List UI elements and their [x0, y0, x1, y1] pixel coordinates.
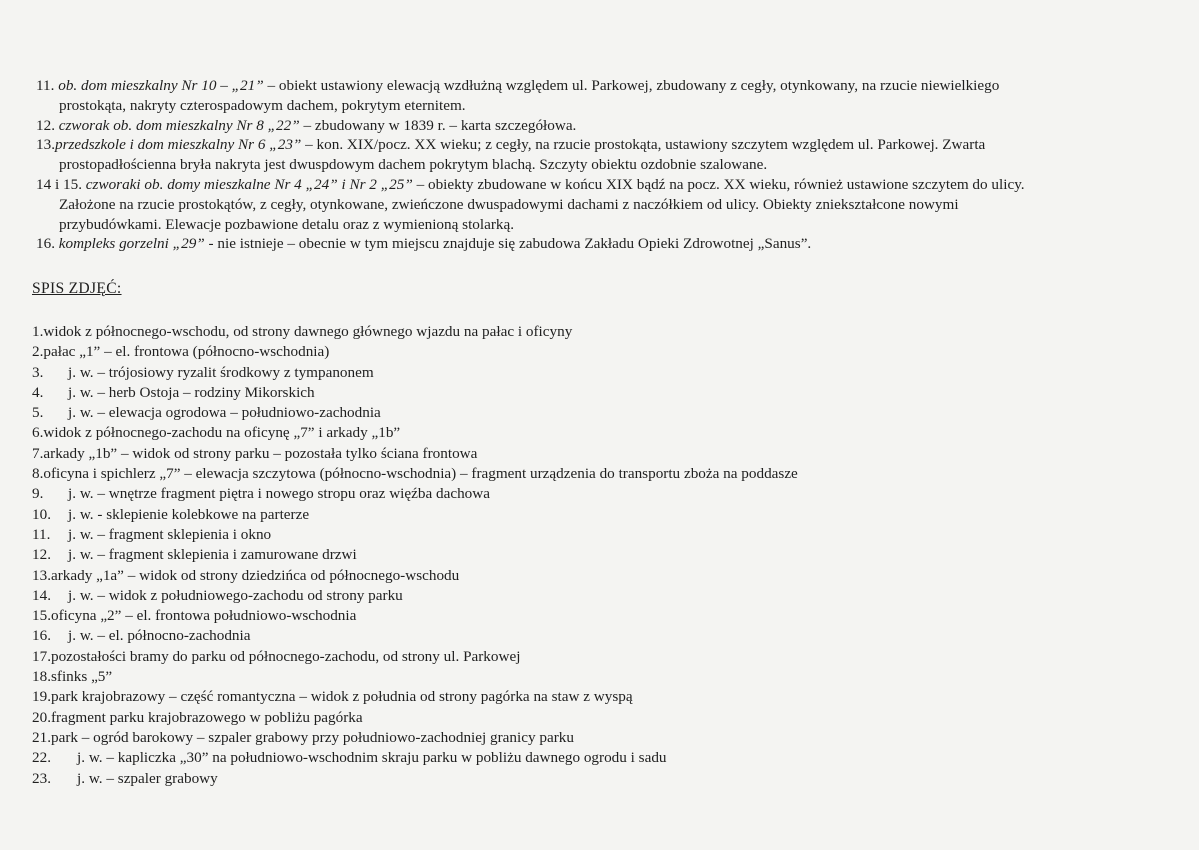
building-entries: [36, 76, 1164, 254]
photo-description: pałac „1” – el. frontowa (północno-wschodnia): [43, 343, 330, 361]
photo-list-item: [32, 342, 1162, 362]
photo-description: park krajobrazowy – część romantyczna – widok z południa od strony pagórka na staw z wyspą: [50, 688, 633, 706]
entry-16: [36, 234, 1164, 254]
photo-list-item: [32, 606, 1162, 626]
photo-description: j. w. – trójosiowy ryzalit środkowy z tympanonem: [68, 363, 374, 381]
photo-list: [32, 322, 1162, 789]
photo-list-item: [32, 484, 1162, 504]
photo-list-item: [32, 586, 1162, 606]
photo-list-item: [32, 505, 1162, 525]
photo-list-item: [32, 687, 1162, 707]
photo-description: j. w. – herb Ostoja – rodziny Mikorskich: [68, 383, 315, 401]
photo-list-item: [32, 708, 1162, 728]
entry-title: czworaki ob. domy mieszkalne Nr 4 „24” i Nr 2 „25”: [85, 175, 413, 193]
photo-number: 22.: [32, 749, 51, 767]
photo-list-item: [32, 566, 1162, 586]
entry-number: 11.: [36, 77, 55, 94]
photo-number: 18.: [32, 668, 51, 686]
photo-list-item: [32, 769, 1162, 789]
photo-number: 7.: [32, 444, 44, 462]
photo-description: sfinks „5”: [50, 668, 113, 686]
photo-list-item: [32, 464, 1162, 484]
photo-list-item: [32, 363, 1162, 383]
entry-12: [36, 116, 1164, 136]
photo-description: j. w. – widok z południowego-zachodu od strony parku: [68, 586, 403, 604]
photo-description: arkady „1b” – widok od strony parku – pozostała tylko ściana frontowa: [43, 444, 478, 462]
photo-list-item: [32, 667, 1162, 687]
entry-title: czworak ob. dom mieszkalny Nr 8 „22” –: [58, 116, 312, 134]
photo-number: 12.: [32, 546, 51, 564]
entry-number: 16.: [36, 235, 55, 253]
entry-text: kon. XIX/pocz. XX wieku; z cegły, na rzucie prostokąta, ustawiony szczytem względem ul. Parkowej. Zwarta: [312, 136, 986, 154]
photo-number: 17.: [32, 647, 51, 665]
entry-title: ob. dom mieszkalny Nr 10 – „21” –: [58, 77, 276, 94]
photo-list-item: [32, 626, 1162, 646]
photo-description: oficyna „2” – el. frontowa południowo-wschodnia: [50, 607, 357, 625]
entry-title: kompleks gorzelni „29”: [58, 235, 205, 253]
photo-description: oficyna i spichlerz „7” – elewacja szczytowa (północno-wschodnia) – fragment urządzenia do transportu zboża na poddasze: [43, 465, 798, 483]
photo-number: 11.: [32, 525, 51, 543]
photo-description: j. w. – fragment sklepienia i zamurowane drzwi: [68, 546, 357, 564]
photo-number: 23.: [32, 769, 51, 787]
entry-number: 13.: [36, 136, 55, 154]
entry-text-continued: prostokąta, nakryty czterospadowym dachem, pokrytym eternitem.: [59, 96, 466, 114]
entry-text: – obiekty zbudowane w końcu XIX bądź na pocz. XX wieku, również ustawione szczytem do ulicy.: [412, 175, 1025, 193]
photo-number: 16.: [32, 627, 51, 645]
photo-list-item: [32, 728, 1162, 748]
photo-number: 20.: [32, 708, 51, 726]
entry-text-continued: przybudówkami. Elewacje pozbawione detalu oraz z wymienioną stolarką.: [59, 215, 515, 233]
entry-11: [36, 76, 1164, 116]
photo-number: 14.: [32, 586, 51, 604]
photo-list-item: [32, 423, 1162, 443]
photo-description: fragment parku krajobrazowego w pobliżu pagórka: [50, 708, 363, 726]
entry-text-continued: Założone na rzucie prostokątów, z cegły, otynkowane, zwieńczone dwuspadowymi dachami z naczółkiem od ulicy. Obiekty zniekształcone nowymi: [59, 195, 959, 213]
photo-description: j. w. - sklepienie kolebkowe na parterze: [68, 505, 310, 523]
photo-list-item: [32, 444, 1162, 464]
entry-title: przedszkole i dom mieszkalny Nr 6 „23” –: [54, 136, 313, 154]
photo-description: widok z północnego-wschodu, od strony dawnego głównego wjazdu na pałac i oficyny: [43, 323, 573, 340]
photo-number: 3.: [32, 363, 44, 381]
photo-number: 9.: [32, 485, 44, 503]
photo-description: j. w. – kapliczka „30” na południowo-wschodnim skraju parku w pobliżu dawnego ogrodu i sadu: [77, 749, 667, 767]
photo-description: j. w. – fragment sklepienia i okno: [68, 525, 272, 543]
photo-list-item: [32, 748, 1162, 768]
photo-number: 1.: [32, 323, 44, 340]
photo-list-item: [32, 383, 1162, 403]
photo-description: j. w. – wnętrze fragment piętra i nowego stropu oraz więźba dachowa: [68, 485, 490, 503]
photo-description: pozostałości bramy do parku od północnego-zachodu, od strony ul. Parkowej: [50, 647, 521, 665]
photo-list-item: [32, 403, 1162, 423]
photo-number: 4.: [32, 383, 44, 401]
entry-text: obiekt ustawiony elewacją wzdłużną względem ul. Parkowej, zbudowany z cegły, otynkowany, na rzucie niewielkiego: [275, 77, 1000, 94]
entry-text: - nie istnieje – obecnie w tym miejscu znajduje się zabudowa Zakładu Opieki Zdrowotnej „Sanus”.: [204, 235, 812, 253]
photo-list-heading: SPIS ZDJĘĆ:: [32, 280, 122, 297]
photo-number: 2.: [32, 343, 44, 361]
photo-description: j. w. – el. północno-zachodnia: [68, 627, 251, 645]
photo-list-item: [32, 525, 1162, 545]
photo-number: 10.: [32, 505, 51, 523]
photo-number: 21.: [32, 728, 51, 746]
entry-number: 14 i 15.: [36, 175, 82, 193]
photo-list-item: [32, 545, 1162, 565]
photo-list-item: [32, 647, 1162, 667]
entry-number: 12.: [36, 116, 55, 134]
photo-description: widok z północnego-zachodu na oficynę „7” i arkady „1b”: [43, 424, 401, 442]
photo-number: 19.: [32, 688, 51, 706]
photo-description: j. w. – szpaler grabowy: [77, 769, 218, 787]
entry-13: [36, 135, 1164, 175]
photo-description: j. w. – elewacja ogrodowa – południowo-zachodnia: [68, 404, 381, 422]
photo-number: 5.: [32, 404, 44, 422]
entry-text-continued: prostopadłościenna bryła nakryta jest dwuspdowym dachem pokrytym blachą. Szczyty obiektu ozdobnie szalowane.: [59, 156, 768, 174]
photo-description: park – ogród barokowy – szpaler grabowy przy południowo-zachodniej granicy parku: [50, 728, 574, 746]
photo-number: 13.: [32, 566, 51, 584]
photo-number: 6.: [32, 424, 44, 442]
photo-number: 8.: [32, 465, 44, 483]
entry-14-15: [36, 175, 1164, 234]
entry-text: zbudowany w 1839 r. – karta szczegółowa.: [311, 116, 577, 134]
photo-number: 15.: [32, 607, 51, 625]
photo-list-item: [32, 322, 1162, 342]
photo-description: arkady „1a” – widok od strony dziedzińca od północnego-wschodu: [50, 566, 460, 584]
